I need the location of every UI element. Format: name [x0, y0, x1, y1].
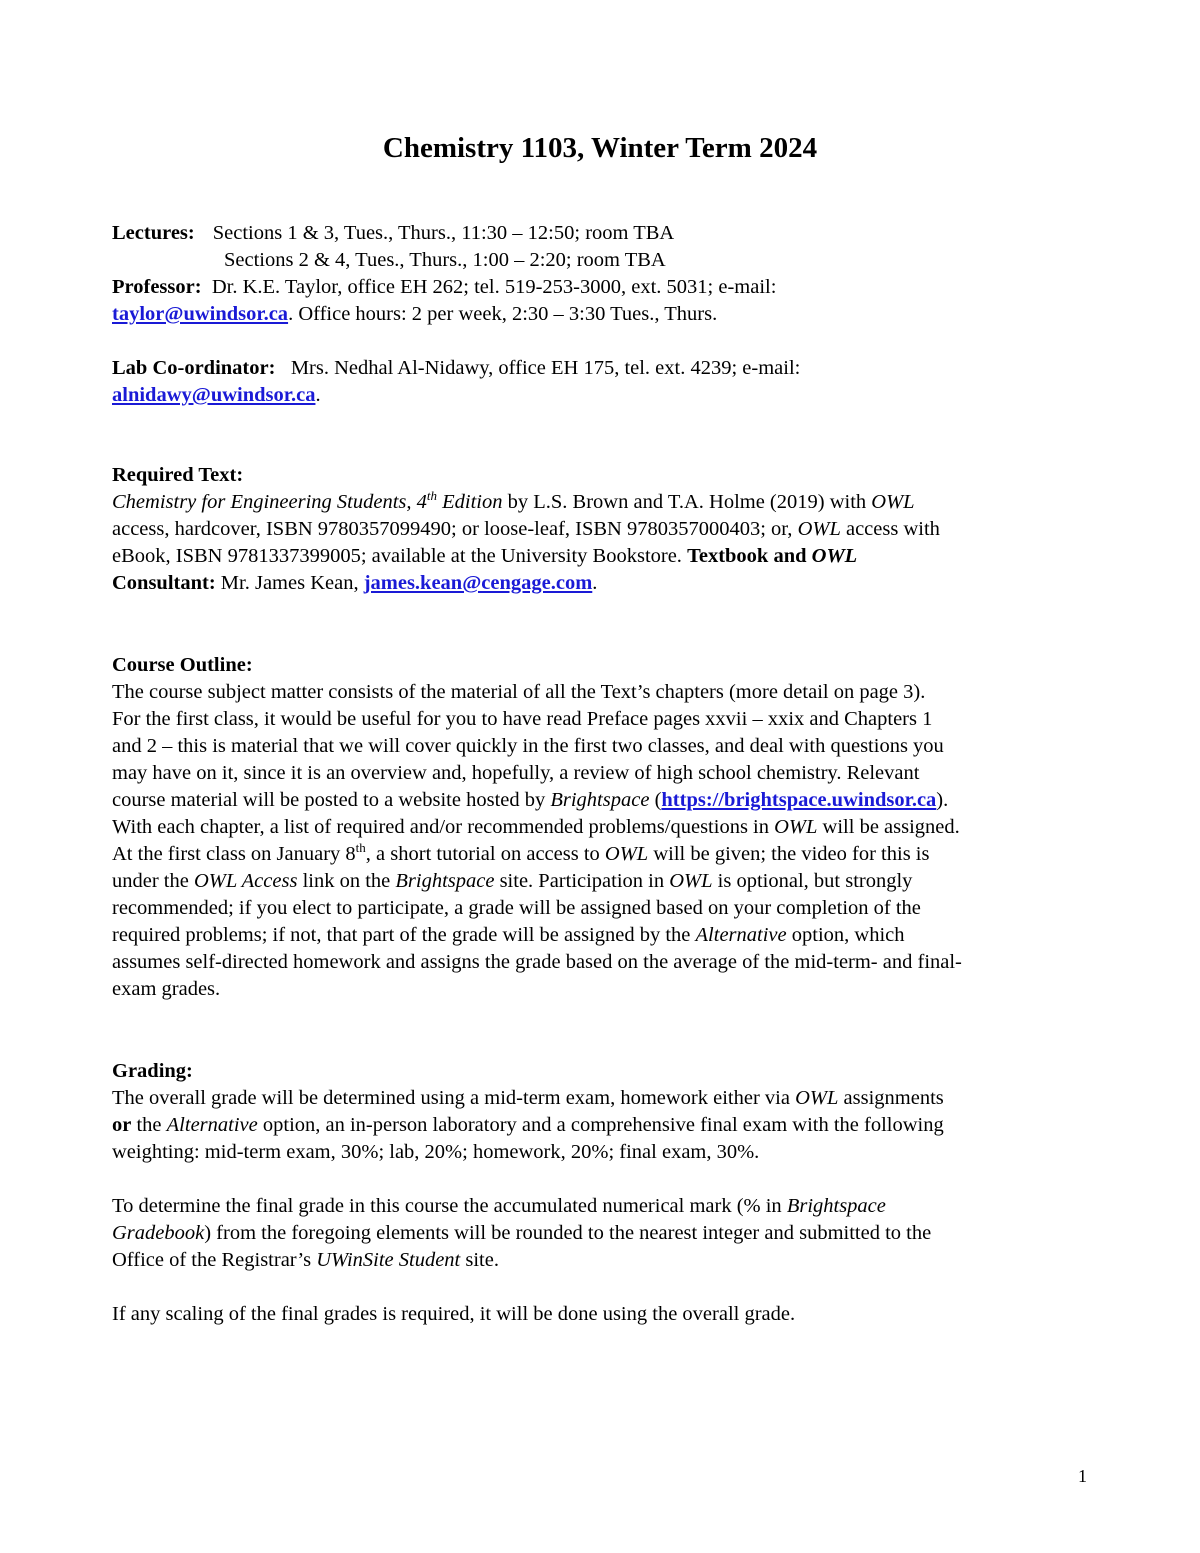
professor-label: Professor: [112, 276, 202, 298]
outline-line-6 [112, 814, 960, 841]
final-grade-line-3-a: Office of the Registrar’s [112, 1249, 317, 1271]
outline-line-9: recommended; if you elect to participate, a grade will be assigned based on your completion of the [112, 897, 921, 919]
book-isbn-tail: access with [840, 518, 940, 540]
professor-details: Dr. K.E. Taylor, office EH 262; tel. 519-253-3000, ext. 5031; e-mail: [211, 276, 777, 298]
outline-line-10-a: required problems; if not, that part of the grade will be assigned by the [112, 924, 696, 946]
outline-line-5-c: ). [936, 789, 949, 811]
outline-line-5-a: course material will be posted to a website hosted by [112, 789, 551, 811]
gradebook-ref: Gradebook [112, 1222, 205, 1244]
owl-ref: OWL [811, 545, 858, 567]
course-outline-heading: Course Outline: [112, 654, 253, 676]
book-title-text: Chemistry for Engineering Students, 4 [112, 491, 427, 513]
lab-coordinator-details: Mrs. Nedhal Al-Nidawy, office EH 175, tel. ext. 4239; e-mail: [290, 357, 801, 379]
brightspace-ref: Brightspace [395, 870, 495, 892]
document-title: Chemistry 1103, Winter Term 2024 [382, 132, 818, 164]
professor-office-hours: . Office hours: 2 per week, 2:30 – 3:30 Tues., Thurs. [288, 303, 718, 325]
outline-line-4: may have on it, since it is an overview and, hopefully, a review of high school chemistry. Relevant [112, 762, 920, 784]
grading-line-1-a: The overall grade will be determined using a mid-term exam, homework either via [112, 1087, 796, 1109]
outline-line-7 [112, 841, 929, 868]
lab-coordinator-line-2 [112, 382, 321, 409]
required-text-line-3 [112, 543, 857, 570]
outline-line-8 [112, 868, 912, 895]
grading-line-1 [112, 1085, 944, 1112]
grading-line-2-a: the [131, 1114, 167, 1136]
outline-line-10 [112, 922, 905, 949]
owl-ref: OWL [669, 870, 713, 892]
outline-line-7-a: At the first class on January 8 [112, 843, 356, 865]
outline-line-5-b: ( [649, 789, 662, 811]
owl-access-ref: OWL Access [193, 870, 298, 892]
book-isbn-options: access, hardcover, ISBN 9780357099490; or loose-leaf, ISBN 9780357000403; or, [112, 518, 798, 540]
outline-line-11: assumes self-directed homework and assigns the grade based on the average of the mid-term- and final- [112, 951, 962, 973]
grading-line-2 [112, 1112, 944, 1139]
grading-or: or [112, 1114, 132, 1136]
required-text-line-1 [112, 489, 915, 516]
outline-line-12: exam grades. [112, 978, 221, 1000]
lab-coordinator-email-link[interactable]: alnidawy@uwindsor.ca [112, 384, 316, 406]
lectures-sections-2-4: Sections 2 & 4, Tues., Thurs., 1:00 – 2:20; room TBA [224, 249, 666, 271]
lab-coordinator-line-1 [112, 355, 800, 382]
owl-ref: OWL [604, 843, 649, 865]
outline-line-7-sup: th [355, 840, 366, 856]
scaling-note: If any scaling of the final grades is required, it will be done using the overall grade. [112, 1303, 796, 1325]
consultant-email-link[interactable]: james.kean@cengage.com [363, 572, 593, 594]
outline-line-2: For the first class, it would be useful for you to have read Preface pages xxvii – xxix and Chapters 1 [112, 708, 933, 730]
consultant-email-tail: . [592, 572, 598, 594]
grading-line-2-b: option, an in-person laboratory and a comprehensive final exam with the following [257, 1114, 944, 1136]
book-authors: by L.S. Brown and T.A. Holme (2019) with [502, 491, 872, 513]
book-ebook-info: eBook, ISBN 9781337399005; available at the University Bookstore. [112, 545, 688, 567]
outline-line-8-b: link on the [297, 870, 396, 892]
lab-coordinator-label: Lab Co-ordinator: [112, 357, 276, 379]
consultant-name: Mr. James Kean, [215, 572, 364, 594]
professor-email-link[interactable]: taylor@uwindsor.ca [112, 303, 289, 325]
outline-line-7-c: will be given; the video for this is [648, 843, 930, 865]
book-edition-text: Edition [437, 491, 503, 513]
outline-line-1: The course subject matter consists of the material of all the Text’s chapters (more detail on page 3). [112, 681, 926, 703]
required-text-heading: Required Text: [112, 464, 244, 486]
outline-line-5 [112, 787, 948, 814]
brightspace-url-link[interactable]: https://brightspace.uwindsor.ca [661, 789, 937, 811]
owl-ref: OWL [797, 518, 841, 540]
lectures-line-1 [112, 220, 674, 247]
final-grade-line-1-a: To determine the final grade in this course the accumulated numerical mark (% in [112, 1195, 787, 1217]
grading-line-1-b: assignments [838, 1087, 944, 1109]
book-edition-sup: th [426, 488, 438, 504]
grading-weighting: weighting: mid-term exam, 30%; lab, 20%; homework, 20%; final exam, 30%. [112, 1141, 760, 1163]
professor-line-1 [112, 274, 776, 301]
professor-line-2 [112, 301, 717, 328]
outline-line-6-a: With each chapter, a list of required and/or recommended problems/questions in [112, 816, 775, 838]
owl-ref: OWL [795, 1087, 839, 1109]
outline-line-3: and 2 – this is material that we will cover quickly in the first two classes, and deal with questions you [112, 735, 944, 757]
textbook-consultant-label-b: Consultant: [112, 572, 216, 594]
lectures-sections-1-3: Sections 1 & 3, Tues., Thurs., 11:30 – 12:50; room TBA [212, 222, 675, 244]
outline-line-10-b: option, which [786, 924, 905, 946]
outline-line-8-d: is optional, but strongly [712, 870, 913, 892]
alternative-ref: Alternative [695, 924, 787, 946]
brightspace-ref: Brightspace [550, 789, 650, 811]
required-text-line-2 [112, 516, 940, 543]
lectures-label: Lectures: [112, 222, 195, 244]
lab-email-tail: . [315, 384, 321, 406]
outline-line-8-c: site. Participation in [494, 870, 670, 892]
final-grade-line-2 [112, 1220, 931, 1247]
alternative-ref: Alternative [166, 1114, 258, 1136]
book-title [112, 488, 503, 513]
textbook-consultant-label-a: Textbook and [687, 545, 812, 567]
final-grade-line-3 [112, 1247, 499, 1274]
required-text-line-4 [112, 570, 597, 597]
final-grade-line-1 [112, 1193, 886, 1220]
grading-heading: Grading: [112, 1060, 193, 1082]
owl-ref: OWL [774, 816, 818, 838]
page-number: 1 [1078, 1466, 1087, 1486]
outline-line-8-a: under the [112, 870, 194, 892]
brightspace-ref: Brightspace [786, 1195, 886, 1217]
outline-line-7-b: , a short tutorial on access to [365, 843, 605, 865]
final-grade-line-3-b: site. [460, 1249, 499, 1271]
outline-line-6-b: will be assigned. [817, 816, 960, 838]
final-grade-line-2-b: ) from the foregoing elements will be rounded to the nearest integer and submitted to the [204, 1222, 932, 1244]
uwinsite-ref: UWinSite Student [316, 1249, 461, 1271]
owl-ref: OWL [871, 491, 915, 513]
